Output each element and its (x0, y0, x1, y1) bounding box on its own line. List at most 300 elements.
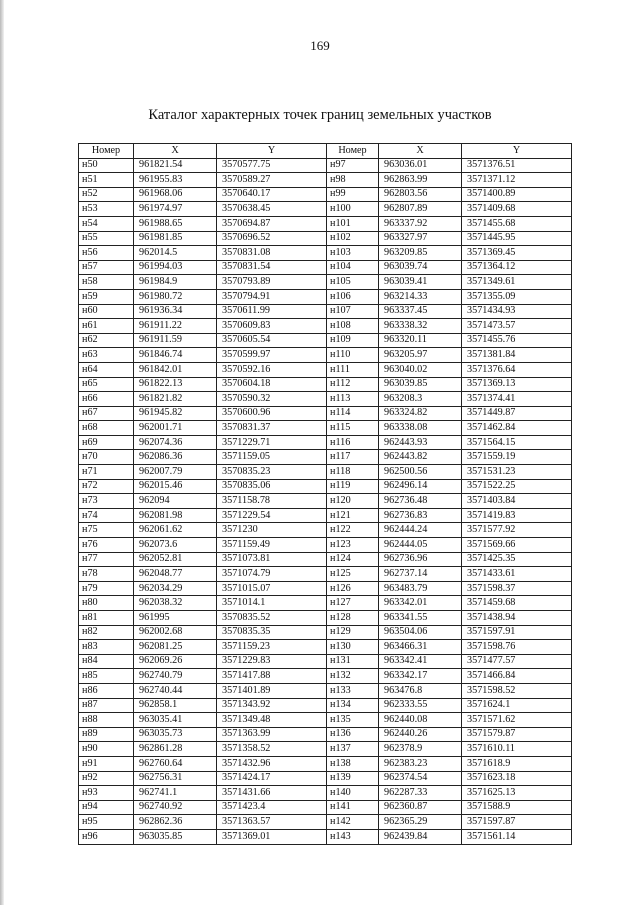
x-coordinate-cell: 963337.92 (379, 216, 462, 231)
y-coordinate-cell: 3570600.96 (217, 406, 327, 421)
y-coordinate-cell: 3571571.62 (462, 713, 572, 728)
column-header-y: Y (217, 144, 327, 159)
table-row (79, 479, 572, 494)
y-coordinate-cell: 3571349.48 (217, 713, 327, 728)
y-coordinate-cell: 3571522.25 (462, 479, 572, 494)
x-coordinate-cell: 962001.71 (134, 421, 217, 436)
x-coordinate-cell: 962038.32 (134, 596, 217, 611)
y-coordinate-cell: 3571598.37 (462, 581, 572, 596)
y-coordinate-cell: 3571381.84 (462, 348, 572, 363)
table-row (79, 698, 572, 713)
x-coordinate-cell: 962440.26 (379, 727, 462, 742)
y-coordinate-cell: 3571597.87 (462, 815, 572, 830)
y-coordinate-cell: 3571466.84 (462, 669, 572, 684)
table-row (79, 319, 572, 334)
x-coordinate-cell: 962052.81 (134, 552, 217, 567)
point-number-cell: н114 (327, 406, 379, 421)
x-coordinate-cell: 962015.46 (134, 479, 217, 494)
point-number-cell: н120 (327, 494, 379, 509)
point-number-cell: н59 (79, 289, 134, 304)
point-number-cell: н92 (79, 771, 134, 786)
y-coordinate-cell: 3571158.78 (217, 494, 327, 509)
y-coordinate-cell: 3570638.45 (217, 202, 327, 217)
x-coordinate-cell: 963483.79 (379, 581, 462, 596)
x-coordinate-cell: 962069.26 (134, 654, 217, 669)
point-number-cell: н125 (327, 567, 379, 582)
table-row (79, 538, 572, 553)
y-coordinate-cell: 3570611.99 (217, 304, 327, 319)
point-number-cell: н61 (79, 319, 134, 334)
y-coordinate-cell: 3571455.68 (462, 216, 572, 231)
x-coordinate-cell: 962443.82 (379, 450, 462, 465)
y-coordinate-cell: 3571409.68 (462, 202, 572, 217)
table-row (79, 465, 572, 480)
y-coordinate-cell: 3571363.57 (217, 815, 327, 830)
point-number-cell: н135 (327, 713, 379, 728)
x-coordinate-cell: 962061.62 (134, 523, 217, 538)
point-number-cell: н139 (327, 771, 379, 786)
y-coordinate-cell: 3571343.92 (217, 698, 327, 713)
x-coordinate-cell: 963209.85 (379, 246, 462, 261)
point-number-cell: н65 (79, 377, 134, 392)
table-row (79, 246, 572, 261)
point-number-cell: н54 (79, 216, 134, 231)
y-coordinate-cell: 3571588.9 (462, 800, 572, 815)
x-coordinate-cell: 961968.06 (134, 187, 217, 202)
y-coordinate-cell: 3571473.57 (462, 319, 572, 334)
y-coordinate-cell: 3571477.57 (462, 654, 572, 669)
x-coordinate-cell: 961974.97 (134, 202, 217, 217)
point-number-cell: н99 (327, 187, 379, 202)
point-number-cell: н57 (79, 260, 134, 275)
y-coordinate-cell: 3570694.87 (217, 216, 327, 231)
point-number-cell: н98 (327, 173, 379, 188)
x-coordinate-cell: 963205.97 (379, 348, 462, 363)
x-coordinate-cell: 963035.73 (134, 727, 217, 742)
table-row (79, 654, 572, 669)
y-coordinate-cell: 3571159.49 (217, 538, 327, 553)
y-coordinate-cell: 3571403.84 (462, 494, 572, 509)
table-row (79, 596, 572, 611)
y-coordinate-cell: 3570831.08 (217, 246, 327, 261)
x-coordinate-cell: 962048.77 (134, 567, 217, 582)
table-row (79, 713, 572, 728)
y-coordinate-cell: 3571618.9 (462, 756, 572, 771)
y-coordinate-cell: 3570599.97 (217, 348, 327, 363)
y-coordinate-cell: 3571559.19 (462, 450, 572, 465)
y-coordinate-cell: 3570577.75 (217, 158, 327, 173)
table-row (79, 683, 572, 698)
point-number-cell: н70 (79, 450, 134, 465)
y-coordinate-cell: 3571424.17 (217, 771, 327, 786)
point-number-cell: н95 (79, 815, 134, 830)
point-number-cell: н56 (79, 246, 134, 261)
x-coordinate-cell: 963342.41 (379, 654, 462, 669)
x-coordinate-cell: 962756.31 (134, 771, 217, 786)
y-coordinate-cell: 3570589.27 (217, 173, 327, 188)
y-coordinate-cell: 3571459.68 (462, 596, 572, 611)
y-coordinate-cell: 3571598.76 (462, 640, 572, 655)
column-header-y-2: Y (462, 144, 572, 159)
x-coordinate-cell: 962807.89 (379, 202, 462, 217)
point-number-cell: н86 (79, 683, 134, 698)
x-coordinate-cell: 961821.82 (134, 392, 217, 407)
y-coordinate-cell: 3571364.12 (462, 260, 572, 275)
point-number-cell: н131 (327, 654, 379, 669)
coordinates-table (78, 143, 572, 845)
y-coordinate-cell: 3571417.88 (217, 669, 327, 684)
y-coordinate-cell: 3571423.4 (217, 800, 327, 815)
y-coordinate-cell: 3571579.87 (462, 727, 572, 742)
y-coordinate-cell: 3571462.84 (462, 421, 572, 436)
point-number-cell: н90 (79, 742, 134, 757)
table-row (79, 611, 572, 626)
point-number-cell: н96 (79, 829, 134, 844)
x-coordinate-cell: 961994.03 (134, 260, 217, 275)
point-number-cell: н127 (327, 596, 379, 611)
y-coordinate-cell: 3571014.1 (217, 596, 327, 611)
table-row (79, 421, 572, 436)
x-coordinate-cell: 962803.56 (379, 187, 462, 202)
x-coordinate-cell: 963214.33 (379, 289, 462, 304)
point-number-cell: н97 (327, 158, 379, 173)
point-number-cell: н117 (327, 450, 379, 465)
x-coordinate-cell: 963342.01 (379, 596, 462, 611)
y-coordinate-cell: 3571229.54 (217, 508, 327, 523)
column-header-x-2: X (379, 144, 462, 159)
point-number-cell: н91 (79, 756, 134, 771)
point-number-cell: н142 (327, 815, 379, 830)
table-row (79, 304, 572, 319)
x-coordinate-cell: 961995 (134, 611, 217, 626)
point-number-cell: н115 (327, 421, 379, 436)
table-row (79, 231, 572, 246)
table-row (79, 640, 572, 655)
point-number-cell: н123 (327, 538, 379, 553)
y-coordinate-cell: 3570696.52 (217, 231, 327, 246)
point-number-cell: н103 (327, 246, 379, 261)
point-number-cell: н119 (327, 479, 379, 494)
x-coordinate-cell: 961981.85 (134, 231, 217, 246)
point-number-cell: н78 (79, 567, 134, 582)
x-coordinate-cell: 963476.8 (379, 683, 462, 698)
point-number-cell: н137 (327, 742, 379, 757)
point-number-cell: н82 (79, 625, 134, 640)
point-number-cell: н138 (327, 756, 379, 771)
y-coordinate-cell: 3571229.83 (217, 654, 327, 669)
x-coordinate-cell: 962081.98 (134, 508, 217, 523)
point-number-cell: н83 (79, 640, 134, 655)
x-coordinate-cell: 962365.29 (379, 815, 462, 830)
point-number-cell: н55 (79, 231, 134, 246)
y-coordinate-cell: 3570835.06 (217, 479, 327, 494)
y-coordinate-cell: 3570794.91 (217, 289, 327, 304)
x-coordinate-cell: 962094 (134, 494, 217, 509)
y-coordinate-cell: 3570835.52 (217, 611, 327, 626)
point-number-cell: н140 (327, 786, 379, 801)
y-coordinate-cell: 3571577.92 (462, 523, 572, 538)
x-coordinate-cell: 962444.24 (379, 523, 462, 538)
y-coordinate-cell: 3571363.99 (217, 727, 327, 742)
x-coordinate-cell: 962287.33 (379, 786, 462, 801)
point-number-cell: н101 (327, 216, 379, 231)
table-header-row (79, 144, 572, 159)
x-coordinate-cell: 963208.3 (379, 392, 462, 407)
point-number-cell: н128 (327, 611, 379, 626)
table-row (79, 581, 572, 596)
x-coordinate-cell: 963337.45 (379, 304, 462, 319)
x-coordinate-cell: 962500.56 (379, 465, 462, 480)
table-row (79, 552, 572, 567)
y-coordinate-cell: 3570831.54 (217, 260, 327, 275)
point-number-cell: н69 (79, 435, 134, 450)
x-coordinate-cell: 963036.01 (379, 158, 462, 173)
x-coordinate-cell: 962736.48 (379, 494, 462, 509)
x-coordinate-cell: 962496.14 (379, 479, 462, 494)
x-coordinate-cell: 962862.36 (134, 815, 217, 830)
table-row (79, 523, 572, 538)
point-number-cell: н53 (79, 202, 134, 217)
column-header-x: X (134, 144, 217, 159)
x-coordinate-cell: 961846.74 (134, 348, 217, 363)
point-number-cell: н93 (79, 786, 134, 801)
x-coordinate-cell: 962034.29 (134, 581, 217, 596)
y-coordinate-cell: 3571597.91 (462, 625, 572, 640)
x-coordinate-cell: 961822.13 (134, 377, 217, 392)
y-coordinate-cell: 3571374.41 (462, 392, 572, 407)
point-number-cell: н130 (327, 640, 379, 655)
x-coordinate-cell: 963039.41 (379, 275, 462, 290)
y-coordinate-cell: 3571625.13 (462, 786, 572, 801)
y-coordinate-cell: 3571074.79 (217, 567, 327, 582)
y-coordinate-cell: 3571358.52 (217, 742, 327, 757)
y-coordinate-cell: 3571419.83 (462, 508, 572, 523)
x-coordinate-cell: 961821.54 (134, 158, 217, 173)
point-number-cell: н129 (327, 625, 379, 640)
table-row (79, 158, 572, 173)
point-number-cell: н76 (79, 538, 134, 553)
x-coordinate-cell: 962863.99 (379, 173, 462, 188)
y-coordinate-cell: 3571159.23 (217, 640, 327, 655)
x-coordinate-cell: 962760.64 (134, 756, 217, 771)
y-coordinate-cell: 3571376.51 (462, 158, 572, 173)
point-number-cell: н74 (79, 508, 134, 523)
y-coordinate-cell: 3571624.1 (462, 698, 572, 713)
point-number-cell: н133 (327, 683, 379, 698)
y-coordinate-cell: 3571015.07 (217, 581, 327, 596)
y-coordinate-cell: 3570793.89 (217, 275, 327, 290)
table-row (79, 377, 572, 392)
point-number-cell: н136 (327, 727, 379, 742)
y-coordinate-cell: 3571445.95 (462, 231, 572, 246)
y-coordinate-cell: 3571369.01 (217, 829, 327, 844)
point-number-cell: н108 (327, 319, 379, 334)
point-number-cell: н112 (327, 377, 379, 392)
y-coordinate-cell: 3570604.18 (217, 377, 327, 392)
point-number-cell: н106 (327, 289, 379, 304)
point-number-cell: н67 (79, 406, 134, 421)
y-coordinate-cell: 3571349.61 (462, 275, 572, 290)
point-number-cell: н107 (327, 304, 379, 319)
table-row (79, 625, 572, 640)
table-row (79, 275, 572, 290)
point-number-cell: н72 (79, 479, 134, 494)
point-number-cell: н105 (327, 275, 379, 290)
point-number-cell: н80 (79, 596, 134, 611)
y-coordinate-cell: 3571455.76 (462, 333, 572, 348)
x-coordinate-cell: 961936.34 (134, 304, 217, 319)
x-coordinate-cell: 962014.5 (134, 246, 217, 261)
x-coordinate-cell: 962740.44 (134, 683, 217, 698)
point-number-cell: н134 (327, 698, 379, 713)
table-row (79, 333, 572, 348)
y-coordinate-cell: 3571369.13 (462, 377, 572, 392)
x-coordinate-cell: 961911.59 (134, 333, 217, 348)
point-number-cell: н141 (327, 800, 379, 815)
table-row (79, 815, 572, 830)
table-row (79, 392, 572, 407)
table-row (79, 756, 572, 771)
point-number-cell: н87 (79, 698, 134, 713)
point-number-cell: н84 (79, 654, 134, 669)
y-coordinate-cell: 3571433.61 (462, 567, 572, 582)
y-coordinate-cell: 3571073.81 (217, 552, 327, 567)
point-number-cell: н118 (327, 465, 379, 480)
x-coordinate-cell: 963040.02 (379, 362, 462, 377)
point-number-cell: н122 (327, 523, 379, 538)
point-number-cell: н116 (327, 435, 379, 450)
point-number-cell: н111 (327, 362, 379, 377)
point-number-cell: н124 (327, 552, 379, 567)
y-coordinate-cell: 3570592.16 (217, 362, 327, 377)
y-coordinate-cell: 3571610.11 (462, 742, 572, 757)
table-row (79, 202, 572, 217)
y-coordinate-cell: 3570605.54 (217, 333, 327, 348)
x-coordinate-cell: 961988.65 (134, 216, 217, 231)
x-coordinate-cell: 962740.92 (134, 800, 217, 815)
y-coordinate-cell: 3571371.12 (462, 173, 572, 188)
point-number-cell: н121 (327, 508, 379, 523)
table-row (79, 508, 572, 523)
column-header-number: Номер (79, 144, 134, 159)
point-number-cell: н109 (327, 333, 379, 348)
table-row (79, 800, 572, 815)
x-coordinate-cell: 961984.9 (134, 275, 217, 290)
x-coordinate-cell: 963338.32 (379, 319, 462, 334)
x-coordinate-cell: 961911.22 (134, 319, 217, 334)
point-number-cell: н68 (79, 421, 134, 436)
x-coordinate-cell: 961955.83 (134, 173, 217, 188)
y-coordinate-cell: 3571369.45 (462, 246, 572, 261)
y-coordinate-cell: 3571401.89 (217, 683, 327, 698)
table-row (79, 289, 572, 304)
table-row (79, 786, 572, 801)
point-number-cell: н126 (327, 581, 379, 596)
page-edge-shadow (0, 0, 4, 905)
table-row (79, 406, 572, 421)
x-coordinate-cell: 963466.31 (379, 640, 462, 655)
point-number-cell: н110 (327, 348, 379, 363)
table-body (79, 158, 572, 844)
table-row (79, 771, 572, 786)
y-coordinate-cell: 3571438.94 (462, 611, 572, 626)
x-coordinate-cell: 961980.72 (134, 289, 217, 304)
point-number-cell: н113 (327, 392, 379, 407)
x-coordinate-cell: 962374.54 (379, 771, 462, 786)
y-coordinate-cell: 3571598.52 (462, 683, 572, 698)
point-number-cell: н100 (327, 202, 379, 217)
x-coordinate-cell: 962439.84 (379, 829, 462, 844)
x-coordinate-cell: 963320.11 (379, 333, 462, 348)
table-row (79, 187, 572, 202)
y-coordinate-cell: 3570590.32 (217, 392, 327, 407)
x-coordinate-cell: 962440.08 (379, 713, 462, 728)
column-header-number-2: Номер (327, 144, 379, 159)
x-coordinate-cell: 962861.28 (134, 742, 217, 757)
y-coordinate-cell: 3570640.17 (217, 187, 327, 202)
point-number-cell: н81 (79, 611, 134, 626)
point-number-cell: н143 (327, 829, 379, 844)
y-coordinate-cell: 3571569.66 (462, 538, 572, 553)
point-number-cell: н60 (79, 304, 134, 319)
point-number-cell: н132 (327, 669, 379, 684)
x-coordinate-cell: 963341.55 (379, 611, 462, 626)
x-coordinate-cell: 962007.79 (134, 465, 217, 480)
point-number-cell: н66 (79, 392, 134, 407)
x-coordinate-cell: 963039.85 (379, 377, 462, 392)
point-number-cell: н62 (79, 333, 134, 348)
x-coordinate-cell: 962737.14 (379, 567, 462, 582)
y-coordinate-cell: 3571229.71 (217, 435, 327, 450)
x-coordinate-cell: 962444.05 (379, 538, 462, 553)
point-number-cell: н58 (79, 275, 134, 290)
table-row (79, 173, 572, 188)
y-coordinate-cell: 3571230 (217, 523, 327, 538)
y-coordinate-cell: 3571425.35 (462, 552, 572, 567)
point-number-cell: н94 (79, 800, 134, 815)
y-coordinate-cell: 3571564.15 (462, 435, 572, 450)
point-number-cell: н51 (79, 173, 134, 188)
point-number-cell: н89 (79, 727, 134, 742)
x-coordinate-cell: 962858.1 (134, 698, 217, 713)
x-coordinate-cell: 962378.9 (379, 742, 462, 757)
point-number-cell: н63 (79, 348, 134, 363)
page-number: 169 (310, 38, 330, 53)
x-coordinate-cell: 962736.83 (379, 508, 462, 523)
y-coordinate-cell: 3571355.09 (462, 289, 572, 304)
point-number-cell: н64 (79, 362, 134, 377)
x-coordinate-cell: 963327.97 (379, 231, 462, 246)
table-row (79, 742, 572, 757)
x-coordinate-cell: 963324.82 (379, 406, 462, 421)
point-number-cell: н73 (79, 494, 134, 509)
x-coordinate-cell: 963035.85 (134, 829, 217, 844)
point-number-cell: н52 (79, 187, 134, 202)
table-row (79, 494, 572, 509)
x-coordinate-cell: 962081.25 (134, 640, 217, 655)
x-coordinate-cell: 962086.36 (134, 450, 217, 465)
x-coordinate-cell: 962333.55 (379, 698, 462, 713)
x-coordinate-cell: 962741.1 (134, 786, 217, 801)
x-coordinate-cell: 962074.36 (134, 435, 217, 450)
x-coordinate-cell: 962002.68 (134, 625, 217, 640)
y-coordinate-cell: 3571623.18 (462, 771, 572, 786)
x-coordinate-cell: 963035.41 (134, 713, 217, 728)
point-number-cell: н77 (79, 552, 134, 567)
x-coordinate-cell: 962383.23 (379, 756, 462, 771)
x-coordinate-cell: 963504.06 (379, 625, 462, 640)
y-coordinate-cell: 3571400.89 (462, 187, 572, 202)
